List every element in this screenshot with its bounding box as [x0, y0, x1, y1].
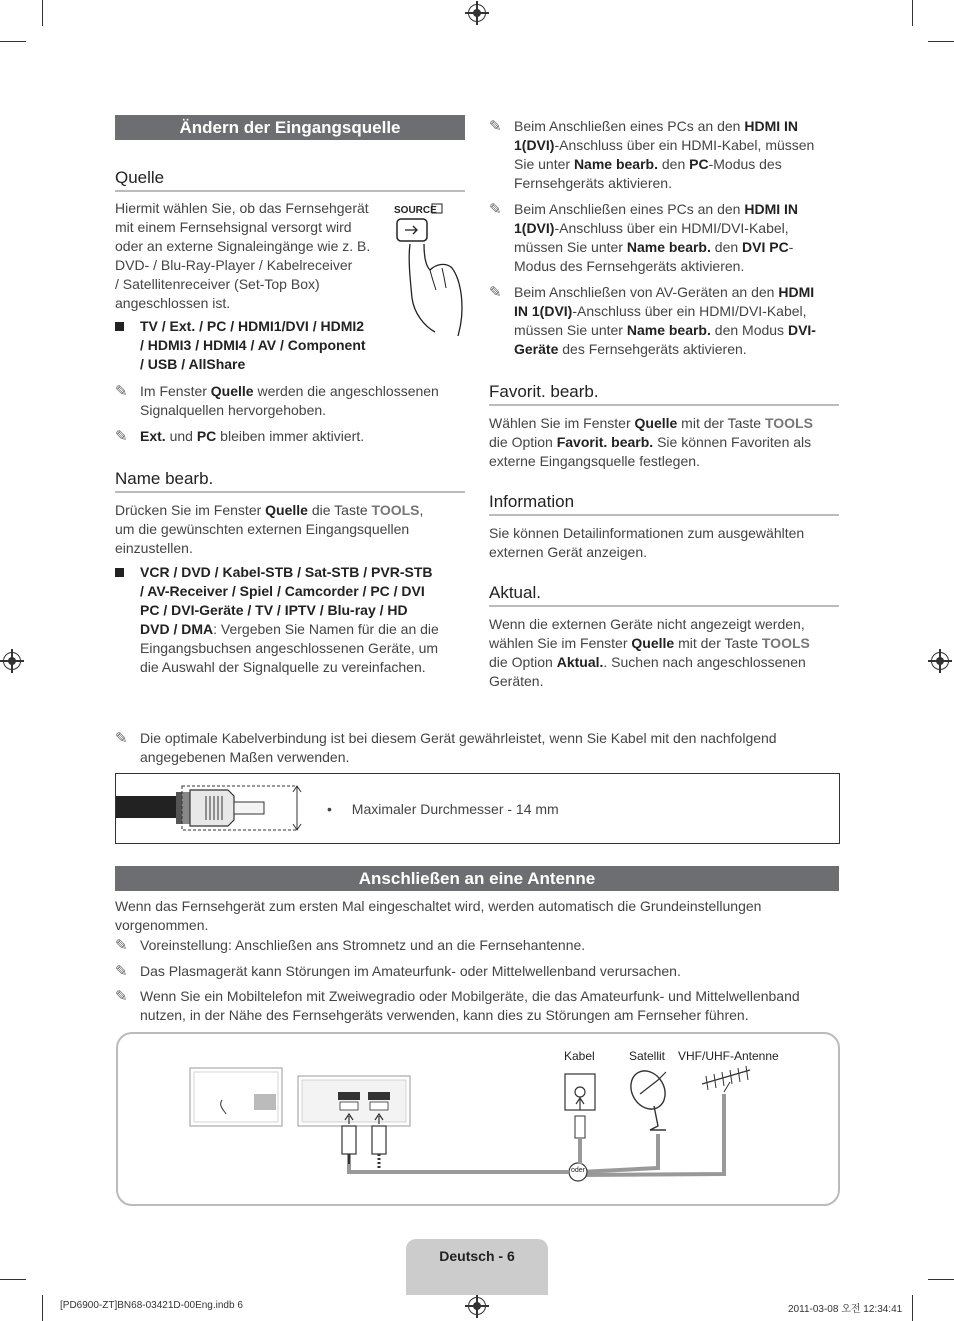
text-bold: 1(DVI) [514, 220, 555, 236]
text-bold: Quelle [265, 502, 308, 518]
text-bold: PC [196, 428, 217, 444]
text: den Modus [710, 322, 788, 338]
text: -Anschluss über ein HDMI/DVI-Kabel, [572, 303, 807, 319]
text-line: / AV-Receiver / Spiel / Camcorder / PC / DVI [140, 583, 425, 599]
text-line: VCR / DVD / Kabel-STB / Sat-STB / PVR-STB [140, 564, 433, 580]
text-line: nutzen, in der Nähe des Fernsehgeräts verwenden, kann dies zu Störungen am Fernseher führen. [140, 1007, 749, 1023]
text-bold: PC [689, 156, 709, 172]
text-line: um die gewünschten externen Eingangsquellen [115, 521, 410, 537]
crop-mark [42, 1295, 43, 1321]
note-pencil-icon: ✎ [115, 730, 128, 747]
text-line: angegebenen Maßen verwenden. [140, 749, 350, 765]
text-bold: Favorit. bearb. [556, 434, 654, 450]
text-line: externe Eingangsquelle festlegen. [489, 453, 700, 469]
name-bearb-device-list [115, 563, 465, 677]
text-line: angeschlossen ist. [115, 295, 231, 311]
text-bold: Name bearb. [626, 239, 711, 255]
registration-mark-icon [931, 652, 949, 670]
note-mobiltelefon [115, 987, 839, 1025]
note-kabelverbindung [115, 729, 839, 767]
text: den [710, 239, 743, 255]
diameter-text: Maximaler Durchmesser - 14 mm [351, 801, 559, 817]
page-number-tab [406, 1239, 548, 1295]
text-line: mit einem Fernsehsignal versorgt wird [115, 219, 352, 235]
name-bearb-paragraph [115, 501, 465, 558]
text: , [419, 502, 424, 518]
note-pencil-icon: ✎ [115, 937, 128, 954]
registration-mark-icon [468, 1297, 486, 1315]
crop-mark [912, 0, 913, 26]
text: - [788, 239, 794, 255]
heading-favorit-bearb: Favorit. bearb. [489, 382, 839, 406]
heading-aktual: Aktual. [489, 583, 839, 607]
text-bold: Geräte [514, 341, 559, 357]
text: . Suchen nach angeschlossenen [603, 654, 806, 670]
text-bold: Name bearb. [626, 322, 711, 338]
registration-mark-icon [468, 4, 486, 22]
text-bold: Ext. [140, 428, 166, 444]
favorit-paragraph [489, 414, 839, 471]
text-bold: HDMI [778, 284, 815, 300]
text-bold: HDMI IN [744, 118, 799, 134]
heading-name-bearb: Name bearb. [115, 469, 465, 493]
crop-mark [0, 1279, 26, 1280]
text-line: Die optimale Kabelverbindung ist bei diesem Gerät gewährleistet, wenn Sie Kabel mit den nachfolgend [140, 730, 777, 746]
note-hdmi-dvi-pc-modus [489, 200, 839, 276]
crop-mark [928, 41, 954, 42]
note-pencil-icon: ✎ [489, 284, 502, 301]
text-bold: Quelle [631, 635, 675, 651]
text: wählen Sie im Fenster [489, 635, 632, 651]
text-bold: Quelle [210, 383, 254, 399]
text: mit der Taste [674, 635, 762, 651]
text-line: PC / DVI-Geräte / TV / IPTV / Blu-ray / HD [140, 602, 408, 618]
text-bold: DVD / DMA [140, 621, 214, 637]
label-satellit: Satellit [629, 1049, 666, 1063]
text: die Option [489, 654, 557, 670]
text: -Anschluss über ein HDMI-Kabel, müssen [554, 137, 815, 153]
text: : Vergeben Sie Namen für die an die [213, 621, 439, 637]
text: Beim Anschließen von AV-Geräten an den [514, 284, 779, 300]
note-ext-pc-aktiviert [115, 427, 465, 446]
text-line: Fernsehgeräts aktivieren. [514, 175, 672, 191]
source-label: SOURCE [394, 205, 437, 216]
text-line: einzustellen. [115, 540, 193, 556]
quelle-paragraph [115, 199, 385, 313]
note-hdmi-pc-modus [489, 117, 839, 193]
page-label: Deutsch - 6 [439, 1248, 515, 1264]
text: bleiben immer aktiviert. [216, 428, 365, 444]
tools-key-label: TOOLS [761, 635, 810, 651]
text-bold: Name bearb. [573, 156, 658, 172]
text: -Anschluss über ein HDMI/DVI-Kabel, [554, 220, 789, 236]
text: Beim Anschließen eines PCs an den [514, 118, 745, 134]
note-pencil-icon: ✎ [115, 428, 128, 445]
text: müssen Sie unter [514, 239, 627, 255]
note-pencil-icon: ✎ [489, 201, 502, 218]
antenna-diagram [116, 1032, 840, 1206]
text-line: Wenn die externen Geräte nicht angezeigt werden, [489, 616, 805, 632]
footer-file-name: [PD6900-ZT]BN68-03421D-00Eng.indb 6 [60, 1300, 243, 1311]
heading-quelle: Quelle [115, 168, 465, 192]
note-plasma-stoerungen [115, 962, 839, 981]
note-pencil-icon: ✎ [489, 118, 502, 135]
bullet-square-icon [115, 568, 124, 577]
note-pencil-icon: ✎ [115, 383, 128, 400]
cable-diameter-box [115, 773, 840, 844]
text-line: Modus des Fernsehgeräts aktivieren. [514, 258, 745, 274]
text: Im Fenster [140, 383, 211, 399]
text-bold: Aktual. [556, 654, 604, 670]
text-line: externen Gerät anzeigen. [489, 544, 647, 560]
label-oder: oder [571, 1167, 586, 1174]
text: müssen Sie unter [514, 322, 627, 338]
text: werden die angeschlossenen [253, 383, 439, 399]
text: mit der Taste [677, 415, 765, 431]
antenna-intro [115, 897, 839, 935]
text-bold: DVI- [787, 322, 816, 338]
text-bold: DVI PC [742, 239, 789, 255]
text-bold: Quelle [634, 415, 678, 431]
text: des Fernsehgeräts aktivieren. [558, 341, 747, 357]
text: Sie unter [514, 156, 574, 172]
note-pencil-icon: ✎ [115, 988, 128, 1005]
tools-key-label: TOOLS [764, 415, 813, 431]
bullet-square-icon [115, 322, 124, 331]
crop-mark [912, 1295, 913, 1321]
text-line: / HDMI3 / HDMI4 / AV / Component [140, 337, 366, 353]
crop-mark [928, 1279, 954, 1280]
text-bold: IN 1(DVI) [514, 303, 573, 319]
note-hdmi-dvi-geraete [489, 283, 839, 359]
text: -Modus des [708, 156, 782, 172]
text-line: / USB / AllShare [140, 356, 246, 372]
text-line: TV / Ext. / PC / HDMI1/DVI / HDMI2 [140, 318, 365, 334]
registration-mark-icon [3, 652, 21, 670]
footer-date: 2011-03-08 오전 12:34:41 [788, 1304, 903, 1315]
text-line: Das Plasmagerät kann Störungen im Amateurfunk- oder Mittelwellenband verursachen. [140, 963, 681, 979]
note-quelle-hervorgehoben [115, 382, 465, 420]
crop-mark [0, 41, 26, 42]
quelle-source-list [115, 317, 415, 374]
heading-information: Information [489, 492, 839, 516]
bullet-dot-icon: • [327, 801, 332, 817]
text-line: oder an externe Signaleingänge wie z. B. [115, 238, 371, 254]
text-line: Wenn das Fernsehgerät zum ersten Mal eingeschaltet wird, werden automatisch die Grundeinstellungen [115, 898, 762, 914]
text-line: / Satellitenreceiver (Set-Top Box) [115, 276, 320, 292]
text-line: Voreinstellung: Anschließen ans Stromnetz und an die Fernsehantenne. [140, 937, 586, 953]
text: und [165, 428, 197, 444]
text-bold: 1(DVI) [514, 137, 555, 153]
text-line: DVD- / Blu-Ray-Player / Kabelreceiver [115, 257, 353, 273]
note-pencil-icon: ✎ [115, 963, 128, 980]
text: Sie können Favoriten als [653, 434, 812, 450]
label-vhf-uhf-antenne: VHF/UHF-Antenne [678, 1049, 779, 1063]
text-line: Hiermit wählen Sie, ob das Fernsehgerät [115, 200, 369, 216]
information-paragraph [489, 524, 839, 562]
text-line: Wenn Sie ein Mobiltelefon mit Zweiwegradio oder Mobilgeräte, die das Amateurfunk- und Mittelwellenband [140, 988, 800, 1004]
text: Wählen Sie im Fenster [489, 415, 635, 431]
text-line: vorgenommen. [115, 917, 209, 933]
label-kabel: Kabel [564, 1049, 595, 1063]
text-line: Geräten. [489, 673, 544, 689]
tools-key-label: TOOLS [371, 502, 420, 518]
text-line: die Auswahl der Signalquelle zu vereinfachen. [140, 659, 426, 675]
text-line: Eingangsbuchsen angeschlossenen Geräte, um [140, 640, 439, 656]
note-voreinstellung [115, 936, 839, 955]
section-title-antenne: Anschließen an eine Antenne [115, 866, 839, 891]
crop-mark [42, 0, 43, 26]
cable-plug-icon [116, 784, 316, 832]
text-line: Sie können Detailinformationen zum ausgewählten [489, 525, 805, 541]
diameter-list-item [327, 800, 559, 819]
text-bold: HDMI IN [744, 201, 799, 217]
text: die Taste [307, 502, 372, 518]
aktual-paragraph [489, 615, 839, 691]
section-title-eingangsquelle: Ändern der Eingangsquelle [115, 115, 465, 140]
text: Beim Anschließen eines PCs an den [514, 201, 745, 217]
text: die Option [489, 434, 557, 450]
text: Drücken Sie im Fenster [115, 502, 266, 518]
text: den [657, 156, 690, 172]
text-line: Signalquellen hervorgehoben. [140, 402, 327, 418]
